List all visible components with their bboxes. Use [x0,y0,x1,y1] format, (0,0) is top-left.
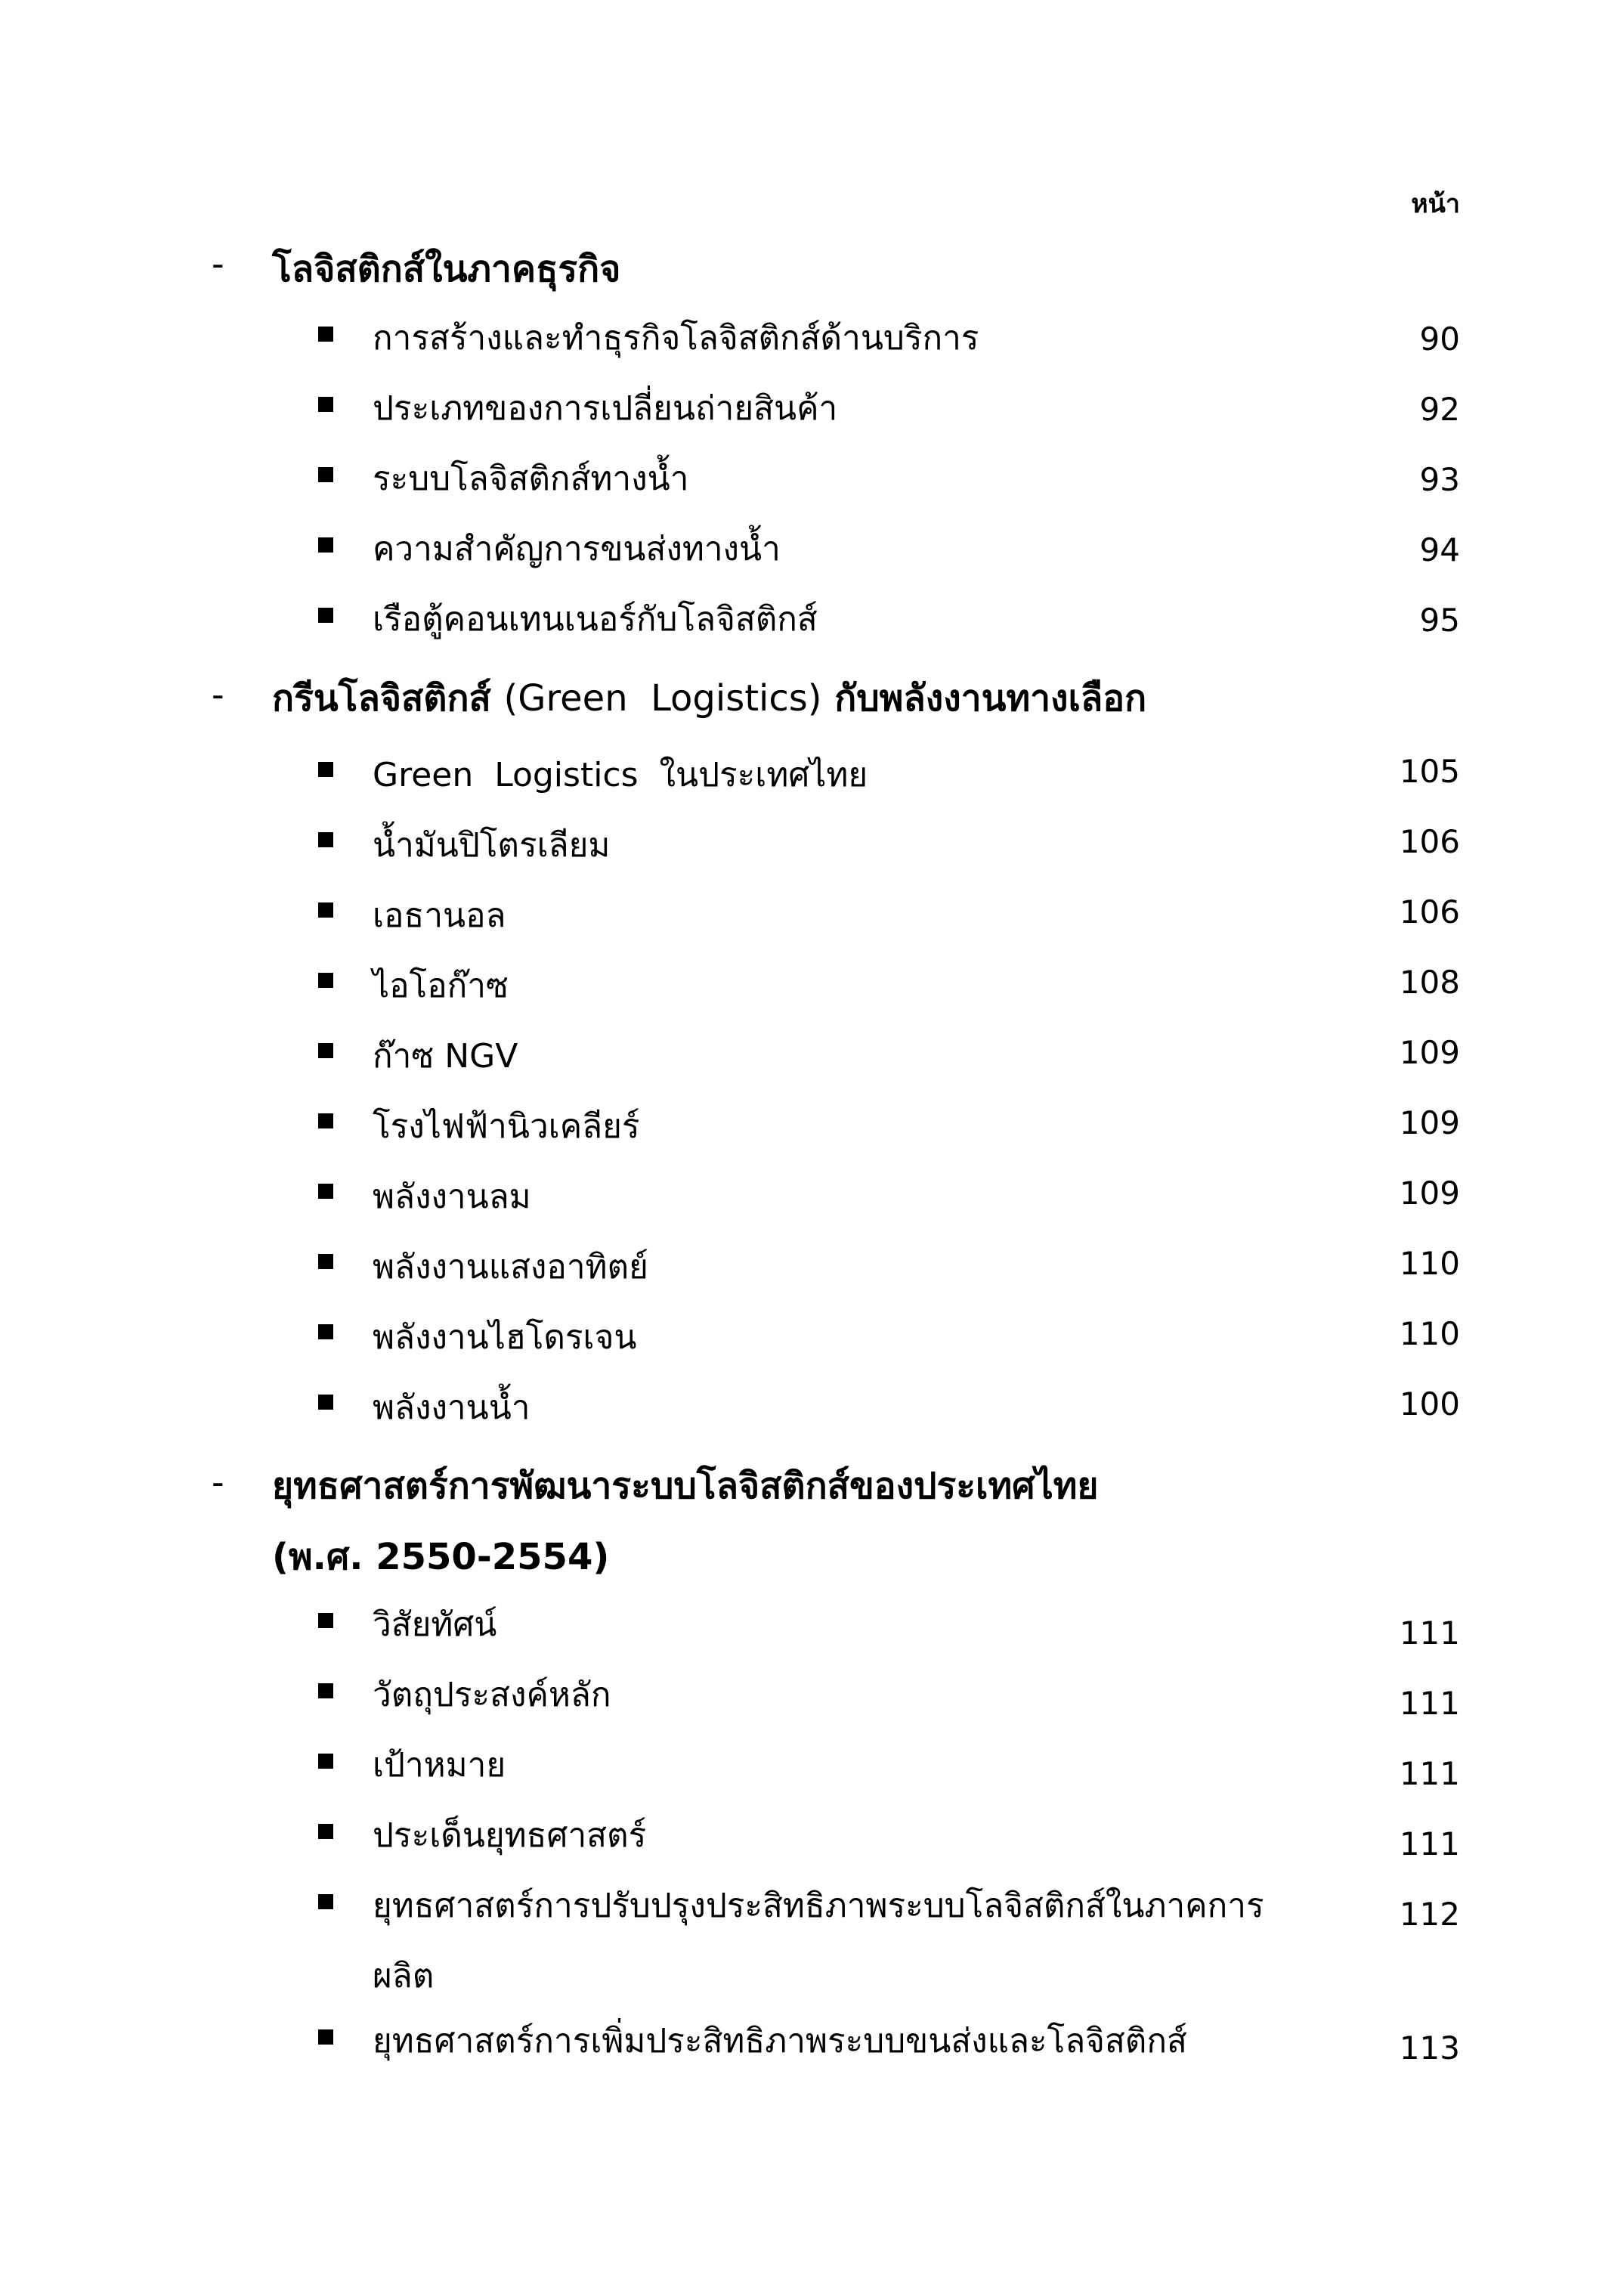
bullet-icon [318,832,333,847]
bullet-icon [318,1824,333,1839]
toc-entry-page: 113 [1399,2029,1460,2066]
page-column-label: หน้า [1411,189,1460,219]
bullet-icon [318,1043,333,1058]
toc-entry-page: 90 [1419,320,1460,358]
toc-entry-page: 95 [1419,602,1460,639]
bullet-icon [318,537,333,553]
toc-entry-page: 109 [1399,1175,1460,1212]
bullet-icon [318,1324,333,1339]
toc-entry-page: 106 [1399,893,1460,930]
section-title: ยุทธศาสตร์การพัฒนาระบบโลจิสติกส์ของประเทศไทย [272,1465,1099,1507]
section-dash: - [212,674,224,715]
toc-entry-text: พลังงานไฮโดรเจน [373,1318,637,1357]
toc-entry-page: 111 [1399,1825,1460,1862]
toc-entry-page: 111 [1399,1685,1460,1722]
bullet-icon [318,902,333,918]
toc-entry-text: วิสัยทัศน์ [373,1605,497,1644]
toc-entry-page: 110 [1399,1315,1460,1352]
toc-entry-text: เรือตู้คอนเทนเนอร์กับโลจิสติกส์ [373,600,818,639]
toc-entry-text: ประเด็นยุทธศาสตร์ [373,1816,647,1855]
bullet-icon [318,1683,333,1698]
toc-entry-text: ไอโอก๊าซ [373,967,509,1005]
section-title-part: (Green Logistics) [503,677,822,720]
toc-entry-page: 92 [1419,391,1460,428]
section-dash: - [212,1462,224,1503]
section-title-part: กับพลังงานทางเลือก [834,677,1147,720]
toc-entry-text: พลังงานแสงอาทิตย์ [373,1248,648,1286]
bullet-icon [318,762,333,777]
toc-entry-text: พลังงานน้ำ [373,1388,531,1427]
toc-entry-text: น้ำมันปิโตรเลียม [373,826,611,865]
bullet-icon [318,1613,333,1628]
toc-entry-text: โรงไฟฟ้านิวเคลียร์ [373,1107,640,1146]
bullet-icon [318,1894,333,1909]
toc-entry-page: 112 [1399,1896,1460,1933]
toc-entry-text: Green Logistics ในประเทศไทย [373,756,868,794]
section-title: โลจิสติกส์ในภาคธุรกิจ [272,248,621,290]
toc-entry-text: ก๊าซ NGV [373,1037,518,1076]
bullet-icon [318,1254,333,1269]
bullet-icon [318,973,333,988]
toc-entry-page: 111 [1399,1614,1460,1652]
bullet-icon [318,1184,333,1199]
bullet-icon [318,1395,333,1410]
toc-entry-text: ระบบโลจิสติกส์ทางน้ำ [373,460,689,498]
toc-entry-page: 109 [1399,1104,1460,1141]
toc-entry-page: 100 [1399,1385,1460,1423]
toc-entry-text: ประเภทของการเปลี่ยนถ่ายสินค้า [373,389,838,428]
toc-entry-page: 110 [1399,1245,1460,1282]
toc-entry-text: ความสำคัญการขนส่งทางน้ำ [373,530,781,568]
bullet-icon [318,1754,333,1769]
section-title [272,670,1146,727]
section-title-line2: (พ.ศ. 2550-2554) [272,1536,610,1578]
toc-entry-text: วัตถุประสงค์หลัก [373,1676,611,1714]
bullet-icon [318,327,333,342]
bullet-icon [318,608,333,623]
bullet-icon [318,2029,333,2045]
toc-entry-text: พลังงานลม [373,1178,531,1216]
toc-entry-page: 108 [1399,964,1460,1001]
toc-entry-text-line2: ผลิต [373,1957,435,1995]
toc-entry-text: ยุทธศาสตร์การเพิ่มประสิทธิภาพระบบขนส่งและโลจิสติกส์ [373,2022,1187,2060]
toc-entry-page: 105 [1399,753,1460,790]
bullet-icon [318,1113,333,1128]
section-title-part: กรีนโลจิสติกส์ [272,677,491,720]
bullet-icon [318,397,333,412]
toc-entry-page: 111 [1399,1755,1460,1792]
toc-entry-page: 94 [1419,531,1460,568]
toc-entry-text: เป้าหมาย [373,1746,506,1785]
toc-entry-text: เอธานอล [373,896,506,935]
toc-entry-page: 93 [1419,461,1460,498]
toc-entry-text: การสร้างและทำธุรกิจโลจิสติกส์ด้านบริการ [373,319,979,358]
toc-entry-text: ยุทธศาสตร์การปรับปรุงประสิทธิภาพระบบโลจิสติกส์ในภาคการ [373,1887,1264,1925]
section-dash: - [212,243,224,284]
toc-entry-page: 109 [1399,1034,1460,1071]
bullet-icon [318,467,333,482]
toc-entry-page: 106 [1399,823,1460,860]
